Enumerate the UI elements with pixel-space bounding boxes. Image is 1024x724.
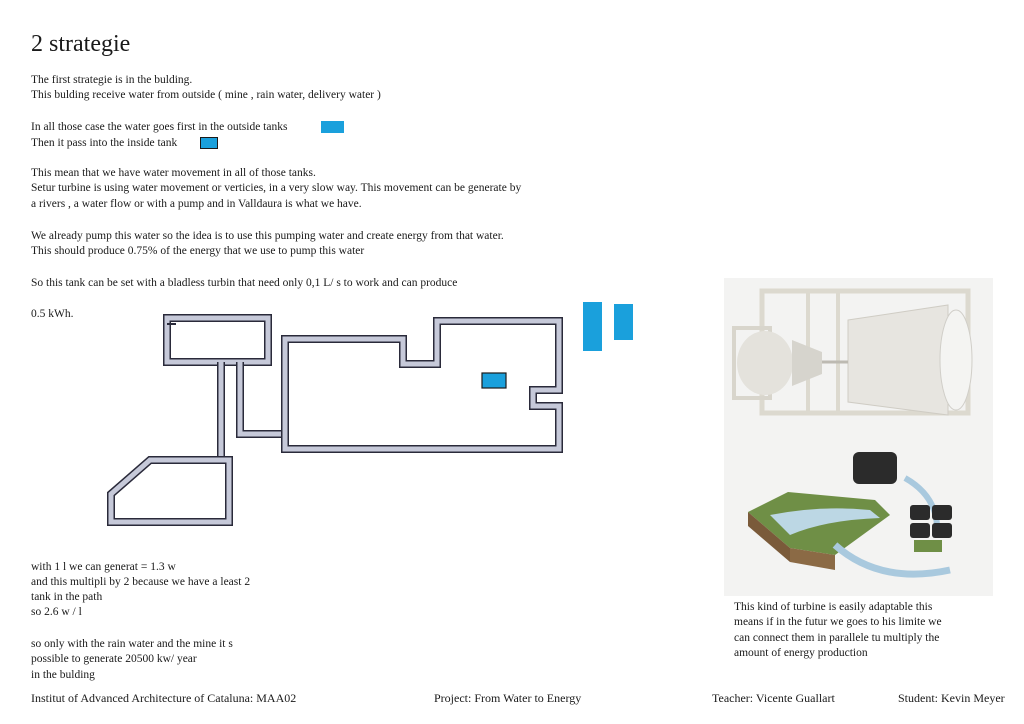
calc-line: tank in the path [31,591,103,603]
caption-line: This kind of turbine is easily adaptable this [734,601,933,613]
calc-line: and this multipli by 2 because we have a least 2 [31,576,251,588]
footer-project: Project: From Water to Energy [434,691,582,705]
calc-line: possible to generate 20500 kw/ year [31,653,197,665]
text-line: Then it pass into the inside tank [31,137,178,149]
text-line: a rivers , a water flow or with a pump and in Valldaura is what we have. [31,198,362,210]
footer-teacher: Teacher: Vicente Guallart [712,691,835,705]
text-line: This mean that we have water movement in all of those tanks. [31,167,316,179]
footer-student: Student: Kevin Meyer [898,691,1005,705]
calc-line: in the bulding [31,669,95,681]
text-line: So this tank can be set with a bladless turbin that need only 0,1 L/ s to work and can produce [31,277,458,289]
text-line: This bulding receive water from outside ( mine , rain water, delivery water ) [31,89,381,101]
footer-institute: Institut of Advanced Architecture of Cataluna: MAA02 [31,691,297,705]
text-line: The first strategie is in the bulding. [31,74,193,86]
text-line: In all those case the water goes first in the outside tanks [31,121,288,133]
page-title: 2 strategie [31,31,131,57]
calc-line: so 2.6 w / l [31,606,82,618]
caption-line: amount of energy production [734,647,868,659]
text-line: We already pump this water so the idea is to use this pumping water and create energy from that water. [31,230,504,242]
caption-line: can connect them in parallele tu multiply the [734,632,940,644]
text-line: This should produce 0.75% of the energy that we use to pump this water [31,245,365,257]
caption-line: means if in the futur we goes to his limite we [734,616,942,628]
text-line: Setur turbine is using water movement or verticies, in a very slow way. This movement can be generate by [31,182,522,194]
text-line: 0.5 kWh. [31,308,74,320]
calc-line: so only with the rain water and the mine it s [31,638,233,650]
calc-line: with 1 l we can generat = 1.3 w [31,561,176,573]
